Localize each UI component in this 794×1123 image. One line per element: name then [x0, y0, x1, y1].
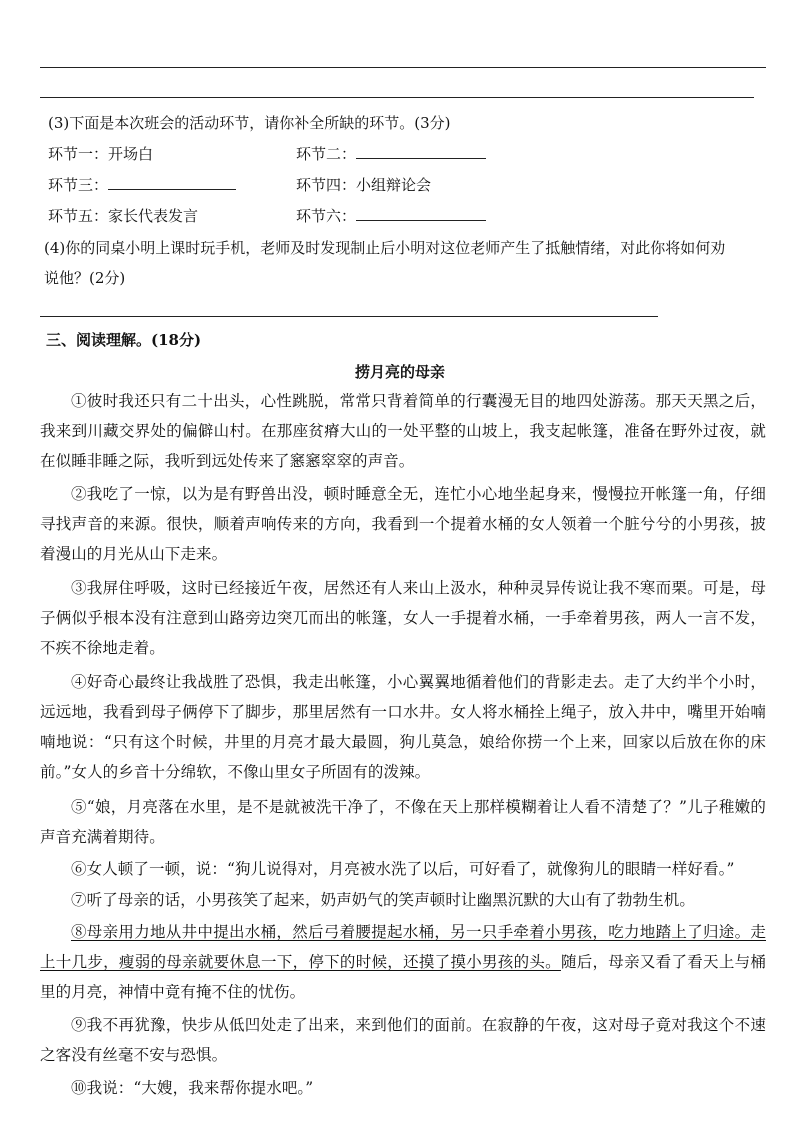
article-title: 捞月亮的母亲	[355, 363, 446, 381]
paragraph-8-underlined: ⑧母亲用力地从井中提出水桶，然后弓着腰提起水桶，另一只手牵着小男孩，吃力地踏上了归途。走上十几步，瘦弱的母亲就要休息一下，停下的时候，还摸了摸小男孩的头。	[40, 923, 766, 971]
answer-line-1	[40, 67, 766, 68]
q3-step2-blank[interactable]	[356, 144, 486, 159]
paragraph-8	[40, 917, 766, 1007]
paragraph-5: ⑤“娘，月亮落在水里，是不是就被洗干净了，不像在天上那样模糊着让人看不清楚了？”儿子稚嫩的声音充满着期待。	[40, 798, 766, 846]
q3-step6	[296, 206, 486, 226]
q3-prompt: (3)下面是本次班会的活动环节，请你补全所缺的环节。(3分)	[48, 114, 451, 132]
paragraph-3: ③我屏住呼吸，这时已经接近午夜，居然还有人来山上汲水，种种灵异传说让我不寒而栗。可是，母子俩似乎根本没有注意到山路旁边突兀而出的帐篷，女人一手提着水桶，一手牵着男孩，两人一言不发，不疾不徐地走着。	[40, 579, 766, 657]
q3-step3-label: 环节三：	[48, 176, 109, 194]
q3-step5: 环节五：家长代表发言	[48, 207, 199, 225]
q4-answer-line[interactable]	[40, 316, 658, 317]
q4-line2: 说他？(2分)	[44, 269, 126, 287]
paragraph-4: ④好奇心最终让我战胜了恐惧，我走出帐篷，小心翼翼地循着他们的背影走去。走了大约半个小时，远远地，我看到母子俩停下了脚步，那里居然有一口水井。女人将水桶拴上绳子，放入井中，嘴里开始喃喃地说：“只有这个时候，井里的月亮才最大最圆，狗儿莫急，娘给你捞一个上来，回家以后放在你的床前。”女人的乡音十分绵软，不像山里女子所固有的泼辣。	[40, 673, 766, 781]
section-heading: 三、阅读理解。(18分)	[46, 331, 202, 349]
answer-line-2	[40, 97, 754, 98]
paragraph-10: ⑩我说：“大嫂，我来帮你提水吧。”	[71, 1079, 314, 1097]
q3-step4: 环节四：小组辩论会	[296, 176, 432, 194]
paragraph-9: ⑨我不再犹豫，快步从低凹处走了出来，来到他们的面前。在寂静的午夜，这对母子竟对我这个不速之客没有丝毫不安与恐惧。	[40, 1016, 766, 1064]
paragraph-1: ①彼时我还只有二十出头，心性跳脱，常常只背着简单的行囊漫无目的地四处游荡。那天天黑之后，我来到川藏交界处的偏僻山村。在那座贫瘠大山的一处平整的山坡上，我支起帐篷，准备在野外过夜，就在似睡非睡之际，我听到远处传来了窸窸窣窣的声音。	[40, 392, 766, 470]
q3-step3-blank[interactable]	[108, 175, 236, 190]
q3-step1: 环节一：开场白	[48, 145, 154, 163]
q3-step2-label: 环节二：	[296, 145, 357, 163]
paragraph-2: ②我吃了一惊，以为是有野兽出没，顿时睡意全无，连忙小心地坐起身来，慢慢拉开帐篷一角，仔细寻找声音的来源。很快，顺着声响传来的方向，我看到一个提着水桶的女人领着一个脏兮兮的小男孩，披着漫山的月光从山下走来。	[40, 485, 766, 563]
q3-step6-label: 环节六：	[296, 207, 357, 225]
q3-step6-blank[interactable]	[356, 206, 486, 221]
q4-line1: (4)你的同桌小明上课时玩手机，老师及时发现制止后小明对这位老师产生了抵触情绪，对此你将如何劝	[44, 239, 726, 257]
paragraph-8-rest: 随后，母亲又看了看天上与桶里的月亮，神情中竟有掩不住的忧伤。	[40, 953, 766, 1001]
q3-step2	[296, 144, 486, 164]
q3-step3	[48, 175, 236, 195]
paragraph-6: ⑥女人顿了一顿，说：“狗儿说得对，月亮被水洗了以后，可好看了，就像狗儿的眼睛一样好看。”	[71, 860, 735, 878]
paragraph-7: ⑦听了母亲的话，小男孩笑了起来，奶声奶气的笑声顿时让幽黑沉默的大山有了勃勃生机。	[71, 891, 696, 909]
